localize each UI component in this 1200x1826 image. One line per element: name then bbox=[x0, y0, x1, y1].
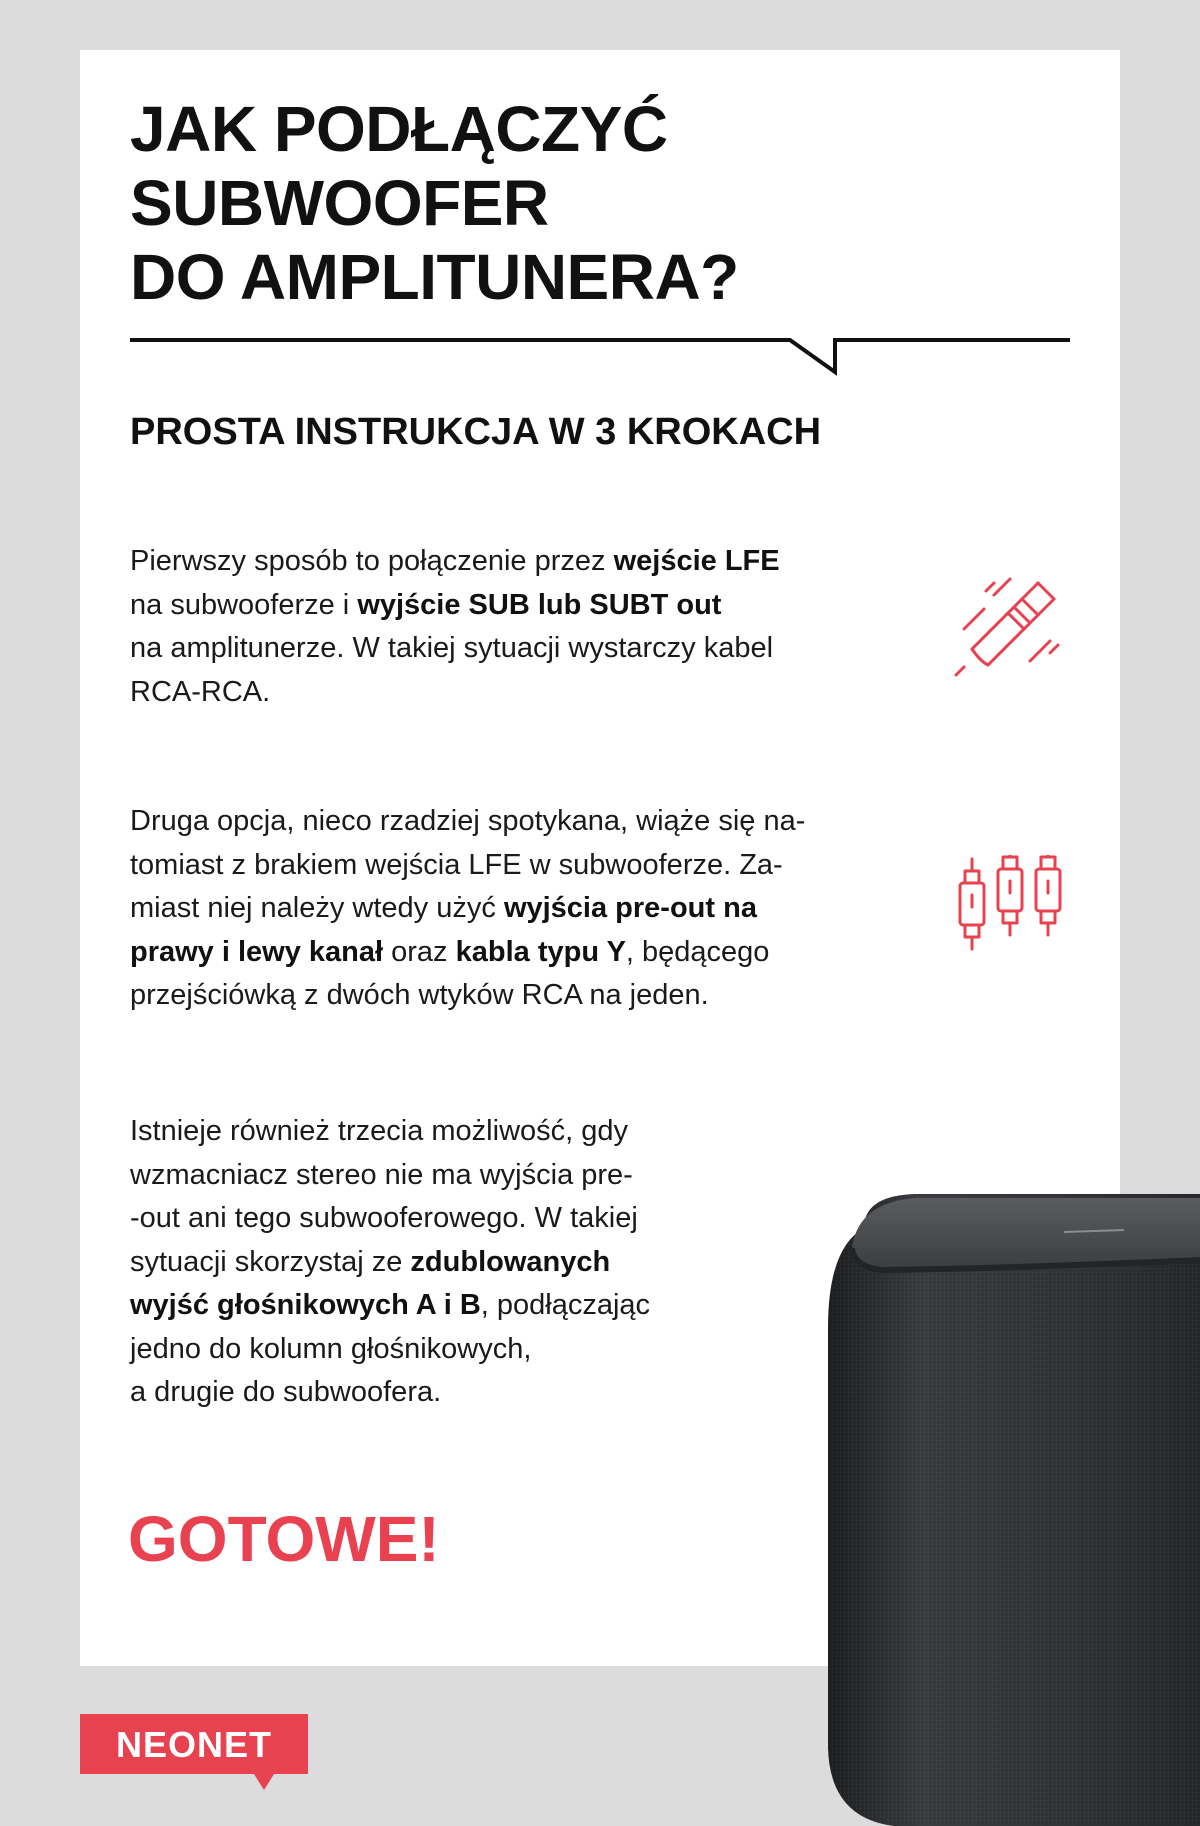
step-1-bold-lfe: wejście LFE bbox=[613, 545, 780, 577]
page-title bbox=[130, 92, 1030, 314]
logo-text: NEONET bbox=[115, 1724, 273, 1765]
title-line-1: JAK PODŁĄCZYĆ bbox=[130, 93, 668, 165]
step-1-text-part: na amplitunerze. W takiej sytuacji wystarczy kabel bbox=[130, 632, 774, 664]
step-3-bold-speaker-outputs: wyjść głośnikowych A i B bbox=[130, 1289, 481, 1321]
done-heading: GOTOWE! bbox=[128, 1503, 440, 1575]
step-2-text-part: oraz bbox=[383, 935, 456, 968]
speech-bubble-divider bbox=[130, 330, 1070, 380]
step-2-text-part: Druga opcja, nieco rzadziej spotykana, wiąże się na- bbox=[130, 805, 806, 837]
rca-connectors-icon bbox=[950, 855, 1070, 975]
step-3-text-part: sytuacji skorzystaj ze bbox=[130, 1245, 411, 1278]
step-3-text-part: -out ani tego subwooferowego. W takiej bbox=[130, 1202, 638, 1234]
neonet-logo bbox=[80, 1714, 308, 1790]
step-1-text-part: Pierwszy sposób to połączenie przez bbox=[130, 545, 614, 577]
cable-plug-icon bbox=[950, 565, 1070, 685]
title-line-2: SUBWOOFER bbox=[130, 167, 549, 239]
step-2-bold-channels: prawy i lewy kanał bbox=[130, 935, 384, 968]
step-2-bold-preout: wyjścia pre-out na bbox=[503, 892, 757, 924]
step-3-bold-duplicated: zdublowanych bbox=[410, 1245, 611, 1278]
step-3-text-part: wzmacniacz stereo nie ma wyjścia pre- bbox=[130, 1158, 633, 1191]
step-1-bold-sub-out: wyjście SUB lub SUBT out bbox=[357, 588, 722, 621]
step-2-text bbox=[130, 800, 920, 1018]
step-3-text-part: jedno do kolumn głośnikowych, bbox=[130, 1332, 532, 1365]
step-1-text-part: RCA-RCA. bbox=[130, 675, 271, 708]
step-3-text-part: Istnieje również trzecia możliwość, gdy bbox=[130, 1115, 629, 1147]
step-1-text bbox=[130, 540, 920, 714]
step-2-bold-y-cable: kabla typu Y bbox=[455, 935, 626, 968]
step-3-text bbox=[130, 1110, 730, 1415]
title-line-3: DO AMPLITUNERA? bbox=[130, 241, 739, 313]
step-3-text-part: , podłączając bbox=[480, 1289, 651, 1321]
step-2-text-part: tomiast z brakiem wejścia LFE w subwooferze. Za- bbox=[130, 848, 783, 881]
subwoofer-image bbox=[824, 1188, 1200, 1826]
subtitle: PROSTA INSTRUKCJA W 3 KROKACH bbox=[130, 411, 822, 453]
step-2-text-part: , będącego bbox=[625, 935, 770, 968]
step-2-text-part: przejściówką z dwóch wtyków RCA na jeden. bbox=[130, 979, 709, 1011]
step-3-text-part: a drugie do subwoofera. bbox=[130, 1376, 442, 1408]
step-2-text-part: miast niej należy wtedy użyć bbox=[130, 892, 504, 924]
step-1-text-part: na subwooferze i bbox=[130, 588, 358, 621]
